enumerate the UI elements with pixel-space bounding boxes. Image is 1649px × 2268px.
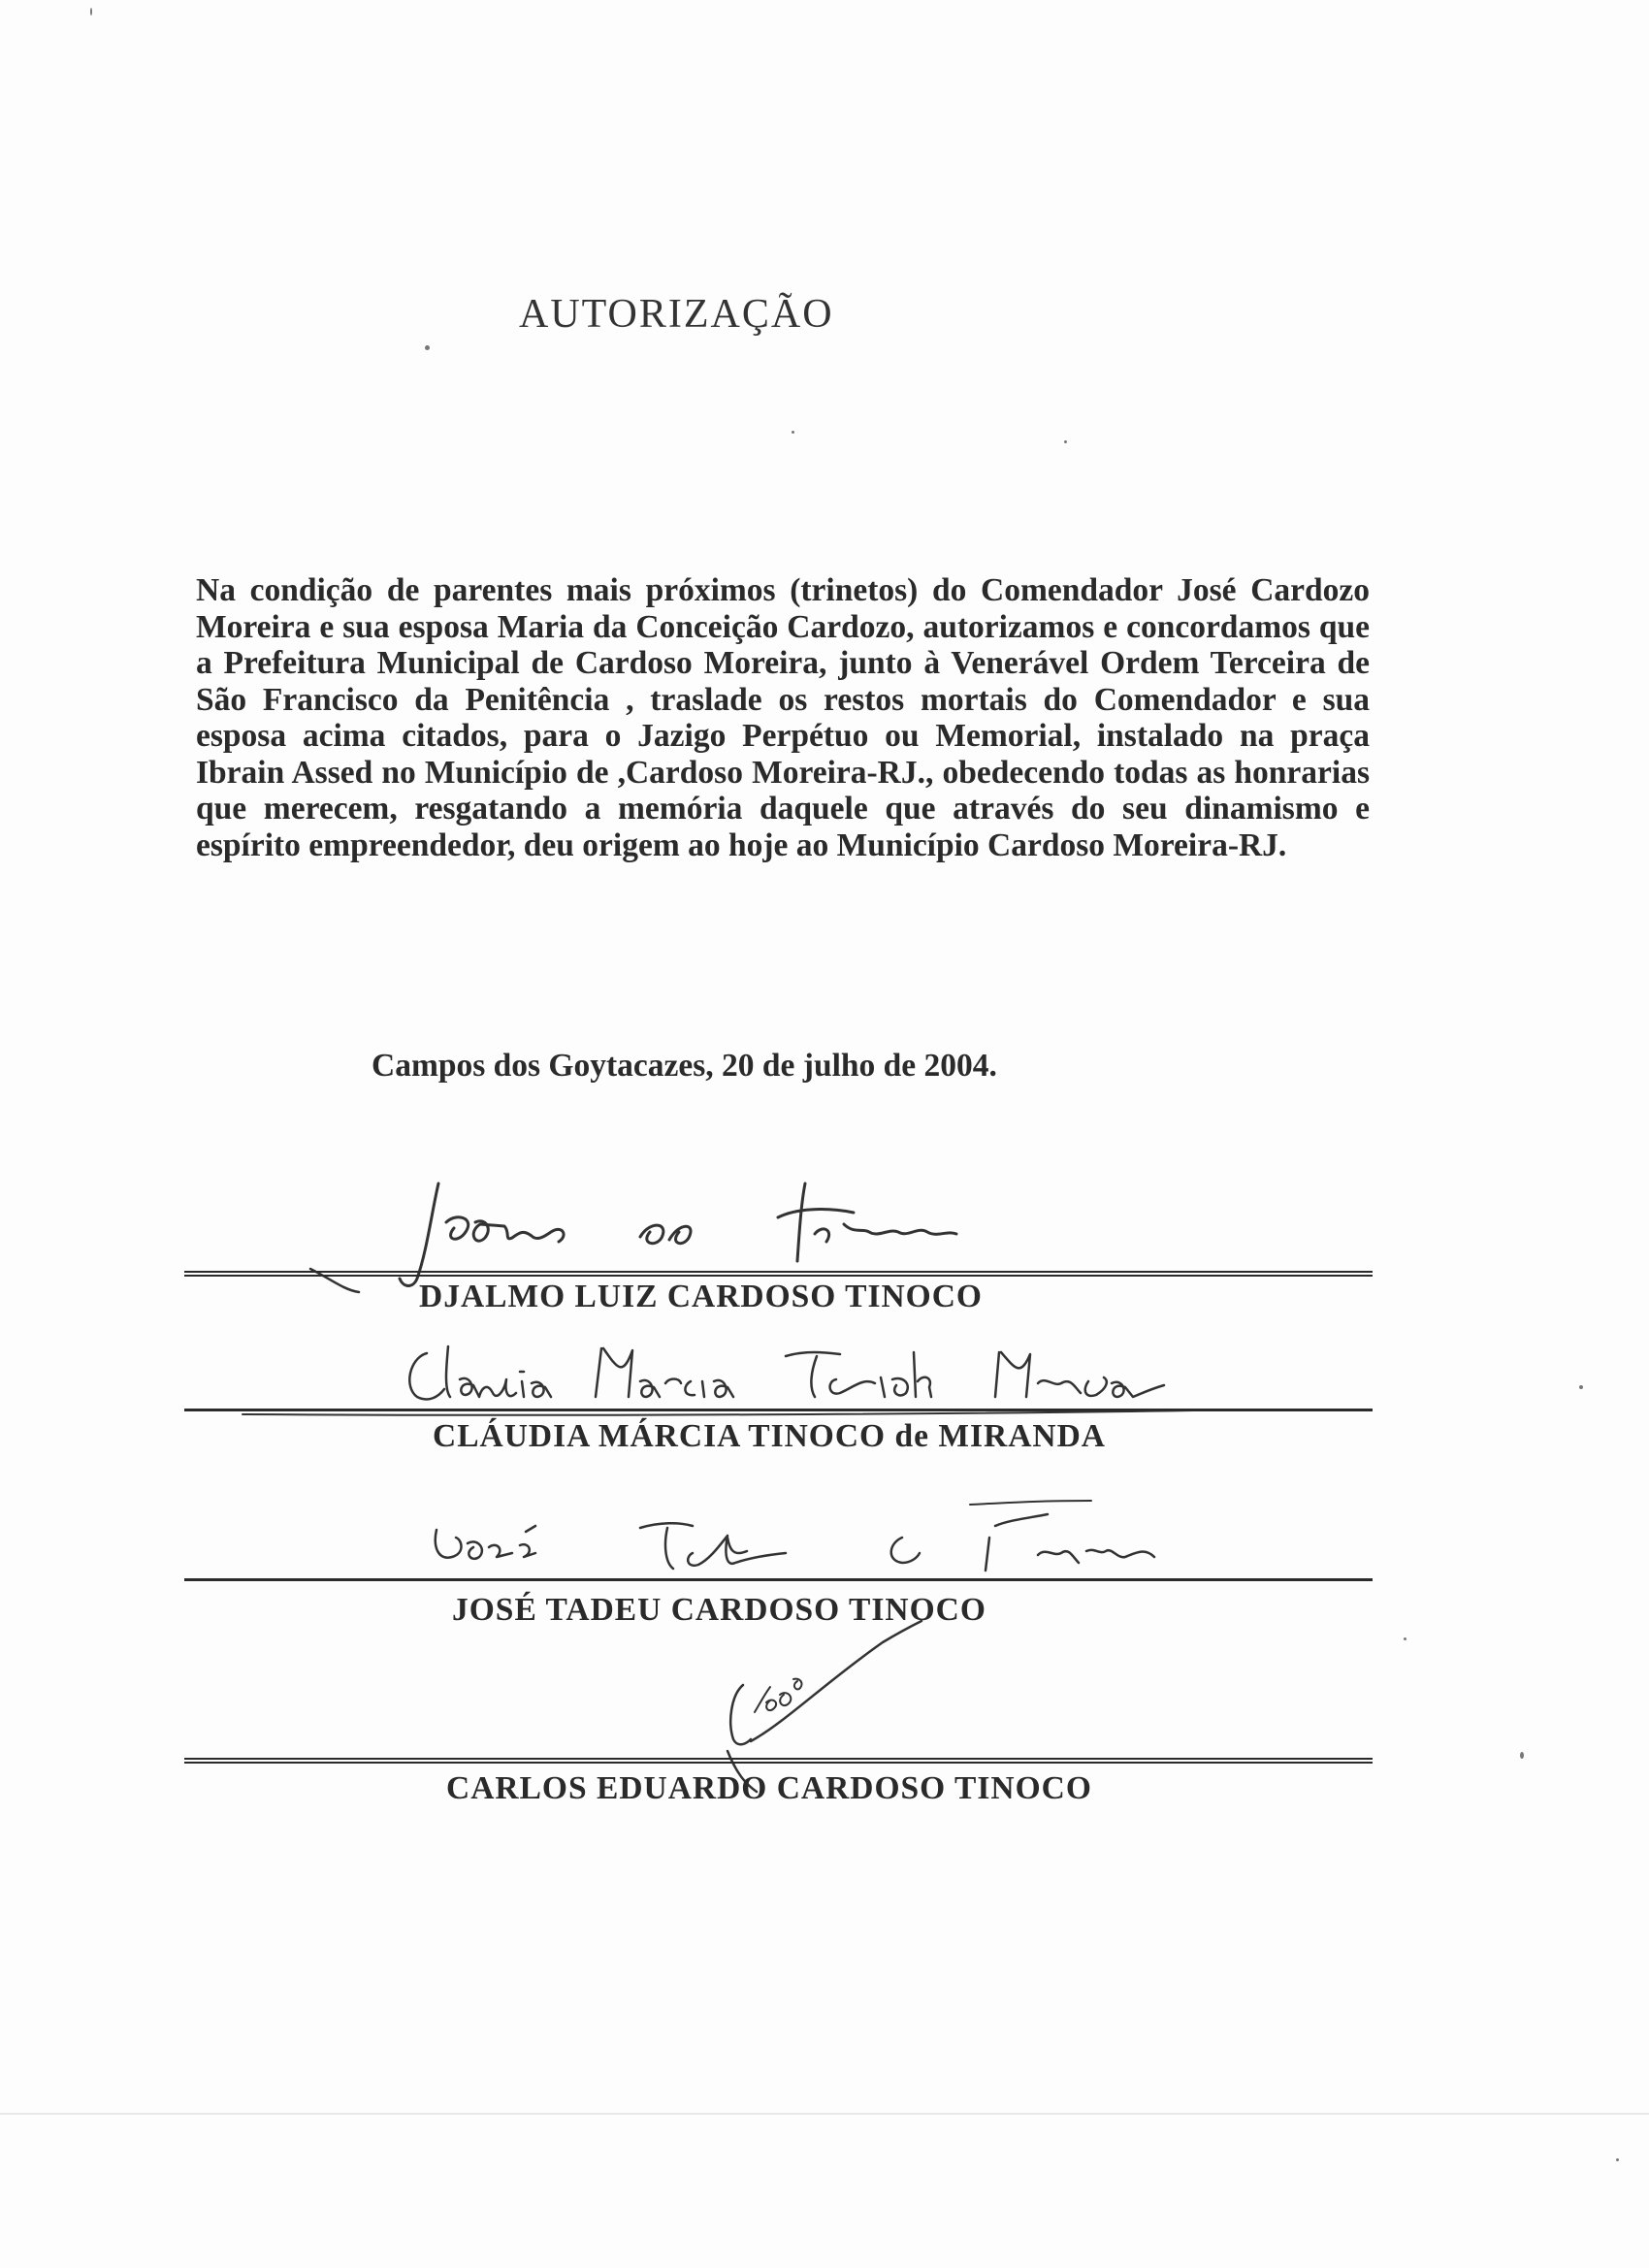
place-date: Campos dos Goytacazes, 20 de julho de 2004. <box>372 1048 997 1084</box>
signature-line-1 <box>184 1271 1373 1273</box>
scan-speck <box>90 8 92 16</box>
signature-block-1 <box>184 1164 1373 1314</box>
signature-block-2 <box>184 1329 1373 1455</box>
signature-block-4 <box>184 1605 1373 1806</box>
document-title: AUTORIZAÇÃO <box>519 292 834 337</box>
signature-line-4 <box>184 1758 1373 1760</box>
signature-line-2 <box>184 1409 1373 1411</box>
scan-speck <box>792 431 794 434</box>
signatory-name-3: JOSÉ TADEU CARDOSO TINOCO <box>452 1592 986 1628</box>
scan-speck <box>425 345 430 350</box>
scan-speck <box>1404 1637 1406 1640</box>
authorization-paragraph: Na condição de parentes mais próximos (trinetos) do Comendador José Cardozo Moreira e sua esposa Maria da Conceição Cardozo, autorizamos e concordamos que a Prefeitura Municipal de Cardoso Moreira, junto à Venerável Ordem Terceira de São Francisco da Penitência , traslade os restos mortais do Comendador e sua esposa acima citados, para o Jazigo Perpétuo ou Memorial, instalado na praça Ibrain Assed no Município de ,Cardoso Moreira-RJ., obedecendo todas as honrarias que merecem, resgatando a memória daquele que através do seu dinamismo e espírito empreendedor, deu origem ao hoje ao Município Cardoso Moreira-RJ. <box>196 572 1370 863</box>
scan-speck <box>1616 2158 1619 2161</box>
scan-speck <box>1520 1752 1524 1759</box>
signatory-name-1: DJALMO LUIZ CARDOSO TINOCO <box>419 1279 983 1314</box>
scan-speck <box>1064 440 1067 443</box>
signatory-name-2: CLÁUDIA MÁRCIA TINOCO de MIRANDA <box>433 1418 1106 1454</box>
signatory-name-4: CARLOS EDUARDO CARDOSO TINOCO <box>446 1770 1092 1806</box>
signature-line-3 <box>184 1578 1373 1581</box>
scan-edge-line <box>0 2113 1649 2115</box>
scan-speck <box>1579 1385 1583 1389</box>
